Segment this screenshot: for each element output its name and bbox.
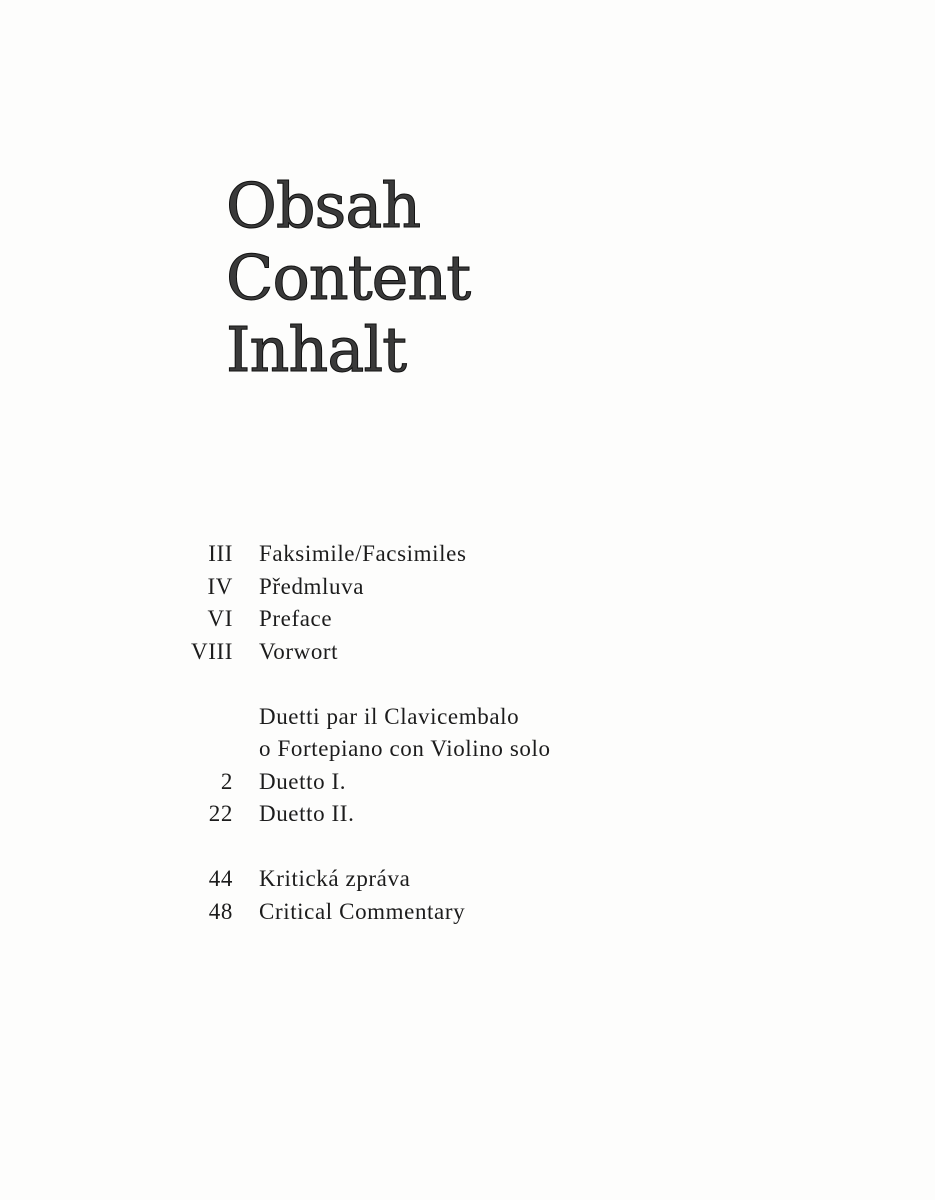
toc-entry-label: Vorwort (259, 638, 339, 664)
toc-entry-preface (0, 603, 935, 636)
toc-entry-facsimiles (0, 538, 935, 571)
toc-section-heading-line-1 (0, 701, 935, 734)
toc-spacer (0, 668, 935, 701)
toc-section-heading: o Fortepiano con Violino solo (259, 736, 551, 761)
toc-page-number: 22 (208, 801, 233, 826)
toc-entry-label: Duetto II. (259, 801, 355, 826)
title-english: Content (226, 241, 471, 314)
title-block (226, 170, 470, 386)
toc-entry-label: Duetto I. (259, 768, 347, 794)
toc-entry-label: Kritická zpráva (259, 866, 411, 891)
toc-section-heading: Duetti par il Clavicembalo (259, 703, 520, 729)
toc-entry-label: Předmluva (259, 573, 365, 599)
toc-section-heading-line-2 (0, 733, 935, 766)
toc-entry-duetto-2 (0, 798, 935, 831)
title-german: Inhalt (226, 313, 407, 386)
toc-entry-label: Faksimile/Facsimiles (259, 541, 467, 566)
toc-entry-label: Preface (259, 606, 333, 631)
toc-entry-critical-commentary (0, 896, 935, 929)
toc-entry-label: Critical Commentary (259, 898, 466, 924)
toc-page-number: VIII (191, 638, 233, 664)
toc-spacer (0, 831, 935, 864)
toc-entry-vorwort (0, 636, 935, 669)
title-czech: Obsah (226, 169, 421, 242)
toc-entry-predmluva (0, 571, 935, 604)
toc-page-number: III (208, 541, 233, 566)
toc-entry-duetto-1 (0, 766, 935, 799)
toc-entry-kriticka-zprava (0, 863, 935, 896)
toc-page-number: 44 (208, 866, 233, 891)
toc-page-number: VI (207, 606, 233, 631)
table-of-contents (0, 538, 935, 928)
toc-page-number: 2 (220, 768, 233, 794)
toc-page-number: 48 (208, 898, 233, 924)
toc-page-number: IV (207, 573, 233, 599)
